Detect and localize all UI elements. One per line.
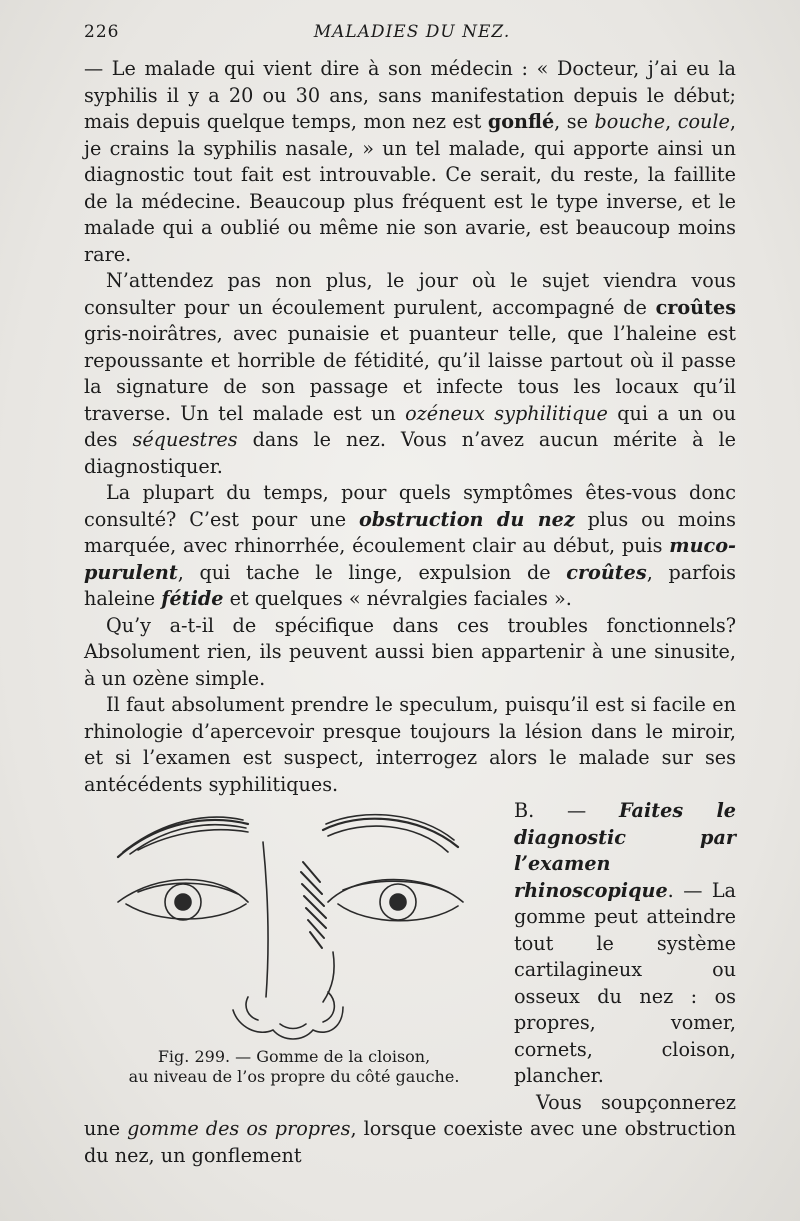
text-run: N’attendez pas non plus, le jour où le sujet viendra vous consulter pour un écoulement purulent, accompagné de: [84, 269, 736, 319]
emphasis-italic: ozéneux syphilitique: [405, 401, 608, 425]
paragraph-4: Qu’y a-t-il de spécifique dans ces troubles fonctionnels? Absolument rien, ils peuvent aussi bien appartenir à une sinusite, à un ozène simple.: [84, 613, 736, 690]
text-run: qui a un ou des: [84, 401, 736, 451]
text-run: B. —: [514, 799, 619, 822]
text-body: [84, 56, 736, 1169]
text-run: — Le malade qui vient dire à son médecin : « Docteur, j’ai eu la syphilis il y a 20 ou 30 ans, sans manifestation depuis le début; mais depuis quelque temps, mon nez est: [84, 57, 736, 133]
text-run: plus ou moins marquée, avec rhinorrhée, écoulement clair au début, puis: [84, 507, 736, 557]
page-header: [84, 18, 740, 48]
figure-299: [84, 802, 504, 1102]
emphasis-bold: gonflé: [487, 110, 555, 133]
emphasis-bold-italic: Faites le diagnostic par l’examen rhinoscopique: [514, 799, 736, 902]
paragraph-2: [84, 268, 736, 480]
text-run: , qui tache le linge, expulsion de: [177, 560, 567, 584]
emphasis-bold: croûtes: [655, 295, 736, 319]
text-run: , lorsque coexiste avec une obstruction du nez, un gonflement: [84, 1117, 736, 1167]
text-run: , parfois haleine: [84, 560, 736, 610]
text-run: . — La gomme peut atteindre tout le système cartilagineux ou osseux du nez : os propres, vomer, cornets, cloison, plancher.: [514, 878, 736, 1087]
emphasis-italic: gomme des os propres: [127, 1117, 351, 1140]
paragraph-5: Il faut absolument prendre le speculum, puisqu’il est si facile en rhinologie d’apercevoir presque toujours la lésion dans le miroir, et si l’examen est suspect, interrogez alors le malade sur ses antécédents syphilitiques.: [84, 693, 736, 796]
face-illustration: [98, 802, 478, 1042]
paragraph-1: [84, 56, 736, 268]
text-run: , je crains la syphilis nasale, » un tel malade, qui apporte ainsi un diagnostic tout fait est introuvable. Ce serait, du reste, la faillite de la médecine. Beaucoup plus fréquent est le type inverse, et le malade qui a oublié ou même nie son avarie, est beaucoup moins rare.: [84, 110, 737, 266]
text-run: La plupart du temps, pour quels symptômes êtes-vous donc consulté? C’est pour une: [84, 481, 736, 531]
emphasis-bold-italic: fétide: [161, 587, 224, 610]
emphasis-italic: bouche: [594, 110, 666, 133]
page-number: 226: [84, 22, 120, 42]
figure-caption: [84, 1047, 504, 1087]
text-run: gris-noirâtres, avec punaisie et puanteur telle, que l’haleine est repoussante et horrible de fétidité, qu’il laisse partout où il passe la signature de son passage et infecte tous les locaux qu’il traverse. Un tel malade est un: [84, 322, 736, 425]
text-run: ,: [665, 110, 678, 133]
text-run: dans le nez. Vous n’avez aucun mérite à le diagnostiquer.: [84, 428, 736, 478]
emphasis-bold-italic: croûtes: [566, 560, 647, 584]
text-run: Vous soupçonnerez une: [84, 1090, 736, 1140]
paragraph-3: [84, 480, 736, 613]
running-title: MALADIES DU NEZ.: [313, 22, 511, 42]
emphasis-bold-italic: obstruction du nez: [358, 507, 575, 531]
emphasis-bold-italic: muco-purulent: [84, 534, 736, 584]
text-run: , se: [554, 110, 595, 133]
emphasis-italic: coule: [677, 110, 730, 133]
emphasis-italic: séquestres: [132, 428, 238, 451]
text-run: et quelques « névralgies faciales ».: [223, 587, 572, 610]
caption-line-1: Fig. 299. — Gomme de la cloison,: [157, 1047, 431, 1066]
caption-line-2: au niveau de l’os propre du côté gauche.: [128, 1067, 460, 1086]
